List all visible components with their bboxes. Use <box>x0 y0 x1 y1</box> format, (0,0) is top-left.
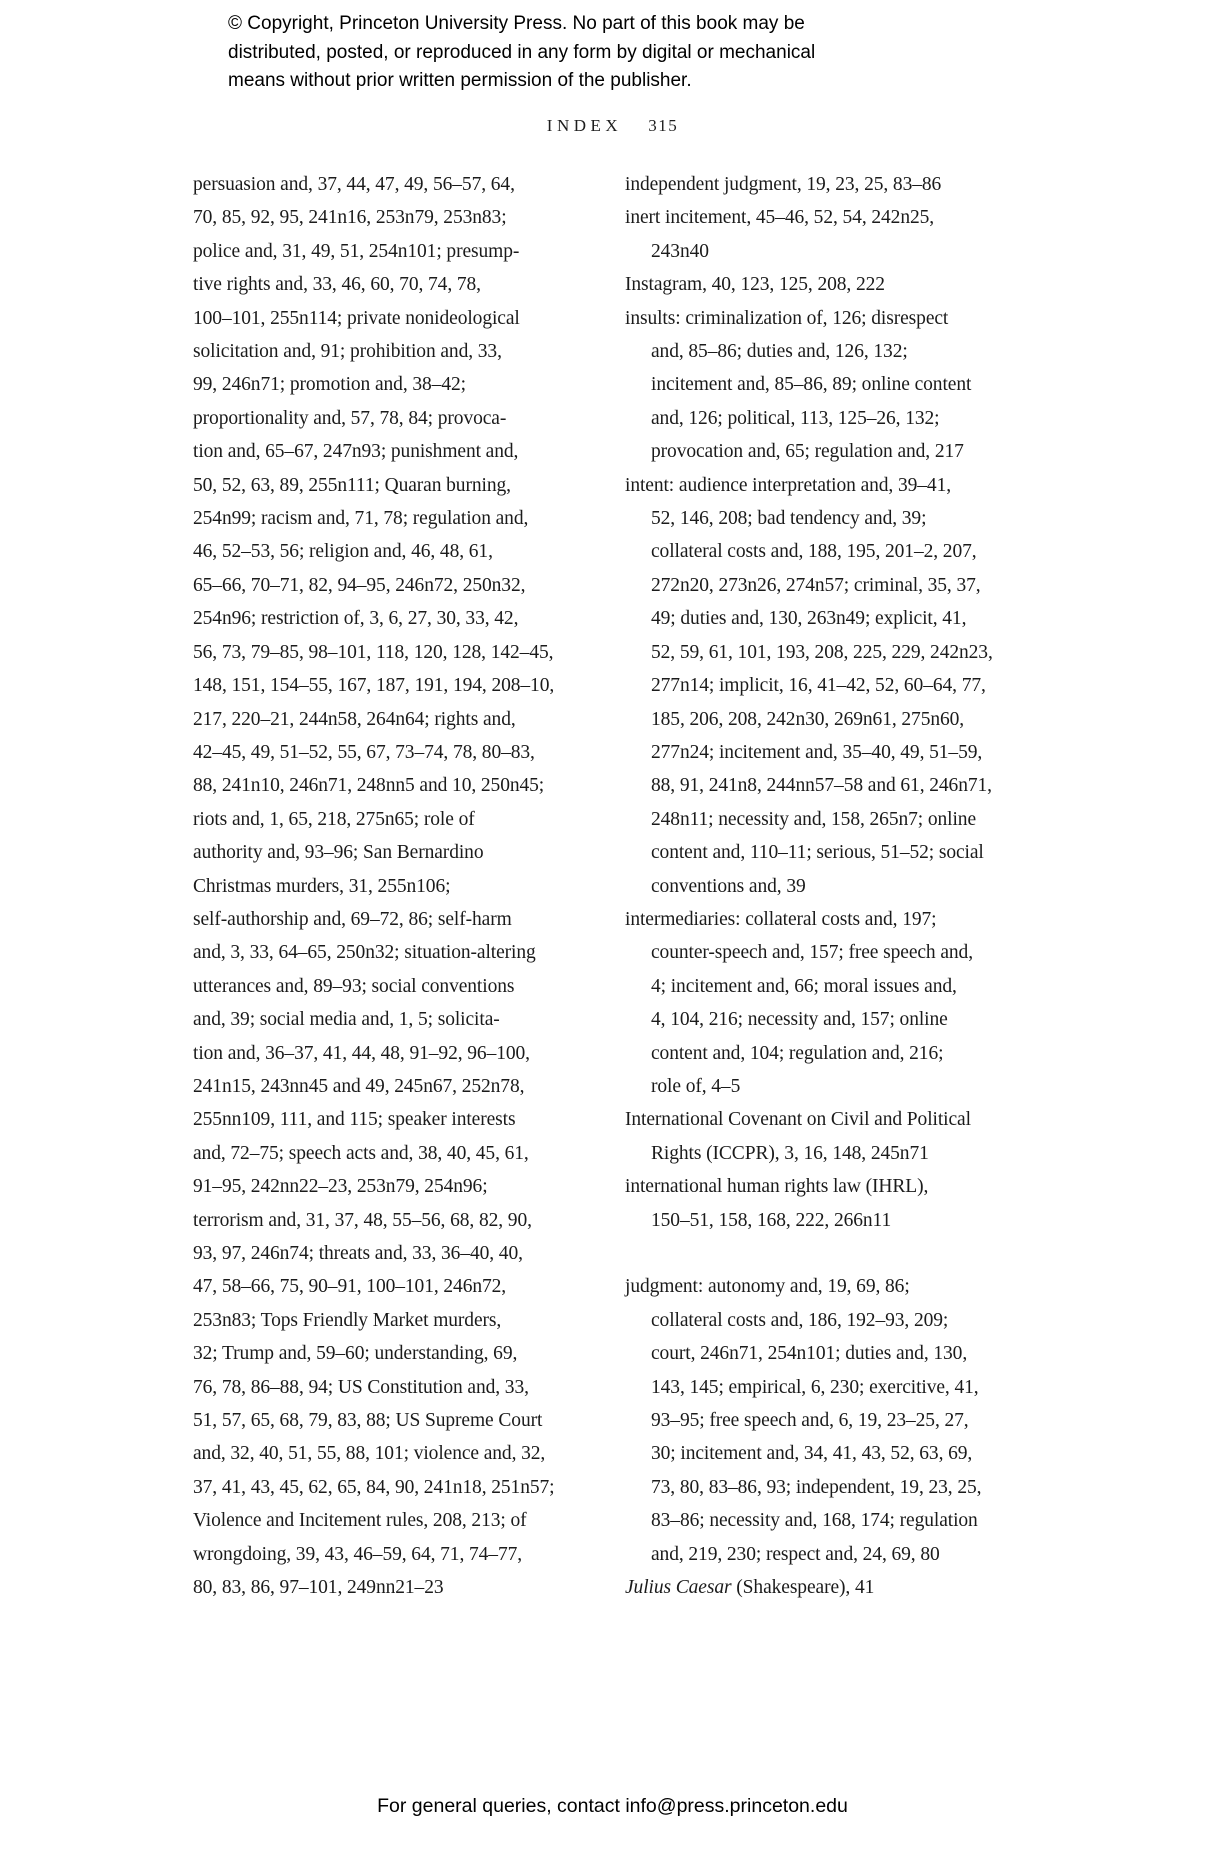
index-line: 49; duties and, 130, 263n49; explicit, 41, <box>651 608 967 630</box>
index-line: 4; incitement and, 66; moral issues and, <box>651 975 957 997</box>
index-line: 148, 151, 154–55, 167, 187, 191, 194, 208–10, <box>193 675 555 697</box>
index-line: 254n99; racism and, 71, 78; regulation and, <box>193 508 529 530</box>
index-line: utterances and, 89–93; social conventions <box>193 975 515 997</box>
index-line: 30; incitement and, 34, 41, 43, 52, 63, 69, <box>651 1443 973 1465</box>
index-line: 217, 220–21, 244n58, 264n64; rights and, <box>193 708 516 730</box>
index-line: and, 126; political, 113, 125–26, 132; <box>651 407 940 429</box>
index-line: 93, 97, 246n74; threats and, 33, 36–40, 40, <box>193 1243 523 1264</box>
index-line: and, 39; social media and, 1, 5; solicita- <box>193 1009 500 1031</box>
copyright-line: © Copyright, Princeton University Press. No part of this book may be <box>228 13 805 34</box>
index-line: 4, 104, 216; necessity and, 157; online <box>651 1009 948 1031</box>
index-line: Rights (ICCPR), 3, 16, 148, 245n71 <box>651 1142 929 1164</box>
index-line: and, 72–75; speech acts and, 38, 40, 45, 61, <box>193 1142 529 1164</box>
index-line: international human rights law (IHRL), <box>625 1176 929 1198</box>
index-line: 51, 57, 65, 68, 79, 83, 88; US Supreme Court <box>193 1410 543 1432</box>
index-line: 52, 59, 61, 101, 193, 208, 225, 229, 242n23, <box>651 641 993 663</box>
footer-contact: For general queries, contact info@press.princeton.edu <box>377 1795 848 1817</box>
index-title: INDEX <box>546 116 623 135</box>
index-line: 52, 146, 208; bad tendency and, 39; <box>651 508 927 530</box>
index-line: 100–101, 255n114; private nonideological <box>193 307 520 329</box>
index-line: collateral costs and, 188, 195, 201–2, 207, <box>651 541 977 563</box>
index-column-left <box>193 168 588 1604</box>
index-line: court, 246n71, 254n101; duties and, 130, <box>651 1343 968 1365</box>
index-line: 47, 58–66, 75, 90–91, 100–101, 246n72, <box>193 1276 507 1298</box>
index-line: inert incitement, 45–46, 52, 54, 242n25, <box>625 207 935 229</box>
index-line: provocation and, 65; regulation and, 217 <box>651 441 964 463</box>
index-line: self-authorship and, 69–72, 86; self-harm <box>193 908 512 930</box>
index-line: riots and, 1, 65, 218, 275n65; role of <box>193 808 475 830</box>
index-line: International Covenant on Civil and Political <box>625 1109 971 1131</box>
index-line: 272n20, 273n26, 274n57; criminal, 35, 37, <box>651 574 981 596</box>
index-line: role of, 4–5 <box>651 1075 741 1097</box>
index-line: 277n24; incitement and, 35–40, 49, 51–59, <box>651 741 983 763</box>
index-line: 83–86; necessity and, 168, 174; regulation <box>651 1510 978 1532</box>
index-line: content and, 104; regulation and, 216; <box>651 1042 944 1064</box>
index-line: intermediaries: collateral costs and, 197; <box>625 908 937 930</box>
index-line: conventions and, 39 <box>651 875 806 897</box>
page-number: 315 <box>648 116 679 135</box>
index-line: wrongdoing, 39, 43, 46–59, 64, 71, 74–77, <box>193 1543 523 1565</box>
index-line: tion and, 36–37, 41, 44, 48, 91–92, 96–100, <box>193 1042 530 1064</box>
index-line: 254n96; restriction of, 3, 6, 27, 30, 33, 42, <box>193 608 519 630</box>
index-line: 150–51, 158, 168, 222, 266n11 <box>651 1209 892 1231</box>
index-columns <box>193 168 1037 1604</box>
index-line: 255nn109, 111, and 115; speaker interests <box>193 1109 516 1131</box>
index-line: 93–95; free speech and, 6, 19, 23–25, 27, <box>651 1410 969 1432</box>
index-line: solicitation and, 91; prohibition and, 33, <box>193 341 502 363</box>
index-line: Instagram, 40, 123, 125, 208, 222 <box>625 274 885 296</box>
index-line: proportionality and, 57, 78, 84; provoca- <box>193 407 507 429</box>
index-line: independent judgment, 19, 23, 25, 83–86 <box>625 174 942 195</box>
copyright-notice <box>228 10 815 96</box>
index-line: 80, 83, 86, 97–101, 249nn21–23 <box>193 1577 444 1599</box>
index-line-italic-term: Julius Caesar <box>625 1577 732 1599</box>
index-line: 243n40 <box>651 240 709 262</box>
index-line: 73, 80, 83–86, 93; independent, 19, 23, 25, <box>651 1476 982 1498</box>
index-line: 46, 52–53, 56; religion and, 46, 48, 61, <box>193 541 493 563</box>
index-line: Violence and Incitement rules, 208, 213; of <box>193 1510 527 1532</box>
index-line: and, 85–86; duties and, 126, 132; <box>651 341 908 363</box>
index-line: persuasion and, 37, 44, 47, 49, 56–57, 64, <box>193 174 515 195</box>
index-line: tive rights and, 33, 46, 60, 70, 74, 78, <box>193 274 481 296</box>
index-line: 143, 145; empirical, 6, 230; exercitive, 41, <box>651 1376 979 1398</box>
index-line: intent: audience interpretation and, 39–41, <box>625 474 952 496</box>
index-line: and, 219, 230; respect and, 24, 69, 80 <box>651 1543 940 1565</box>
copyright-line: means without prior written permission of the publisher. <box>228 70 692 91</box>
index-line: counter-speech and, 157; free speech and, <box>651 942 973 964</box>
index-line: 76, 78, 86–88, 94; US Constitution and, 33, <box>193 1376 529 1398</box>
index-line: tion and, 65–67, 247n93; punishment and, <box>193 441 519 463</box>
index-line: 37, 41, 43, 45, 62, 65, 84, 90, 241n18, 251n57; <box>193 1476 555 1498</box>
index-line: 241n15, 243nn45 and 49, 245n67, 252n78, <box>193 1075 525 1097</box>
index-column-right <box>625 168 1037 1604</box>
index-line: 99, 246n71; promotion and, 38–42; <box>193 374 466 396</box>
page-header <box>0 116 1225 136</box>
index-line: 50, 52, 63, 89, 255n111; Quaran burning, <box>193 474 511 496</box>
index-line: content and, 110–11; serious, 51–52; social <box>651 842 984 864</box>
index-line: Christmas murders, 31, 255n106; <box>193 875 451 897</box>
index-line: and, 32, 40, 51, 55, 88, 101; violence and, 32, <box>193 1443 546 1465</box>
index-line: terrorism and, 31, 37, 48, 55–56, 68, 82, 90, <box>193 1209 532 1231</box>
index-line: police and, 31, 49, 51, 254n101; presump- <box>193 240 520 262</box>
index-line: and, 3, 33, 64–65, 250n32; situation-altering <box>193 942 536 964</box>
index-line: 88, 241n10, 246n71, 248nn5 and 10, 250n45; <box>193 775 545 797</box>
index-line: 42–45, 49, 51–52, 55, 67, 73–74, 78, 80–83, <box>193 741 535 763</box>
index-line: 88, 91, 241n8, 244nn57–58 and 61, 246n71, <box>651 775 992 797</box>
index-line: 65–66, 70–71, 82, 94–95, 246n72, 250n32, <box>193 574 526 596</box>
copyright-line: distributed, posted, or reproduced in any form by digital or mechanical <box>228 41 816 63</box>
index-line: incitement and, 85–86, 89; online content <box>651 374 972 396</box>
index-line: Julius Caesar (Shakespeare), 41 <box>625 1577 875 1599</box>
index-line: 32; Trump and, 59–60; understanding, 69, <box>193 1343 518 1365</box>
index-line: 91–95, 242nn22–23, 253n79, 254n96; <box>193 1176 488 1198</box>
index-line: judgment: autonomy and, 19, 69, 86; <box>625 1276 910 1298</box>
index-line: 56, 73, 79–85, 98–101, 118, 120, 128, 142–45, <box>193 641 554 663</box>
index-line: 253n83; Tops Friendly Market murders, <box>193 1309 502 1331</box>
index-line: insults: criminalization of, 126; disrespect <box>625 307 949 329</box>
index-line: authority and, 93–96; San Bernardino <box>193 842 484 864</box>
index-line: 248n11; necessity and, 158, 265n7; online <box>651 808 977 830</box>
index-line: collateral costs and, 186, 192–93, 209; <box>651 1309 949 1331</box>
index-line: 277n14; implicit, 16, 41–42, 52, 60–64, 77, <box>651 675 986 697</box>
index-line: 185, 206, 208, 242n30, 269n61, 275n60, <box>651 708 965 730</box>
index-line: 70, 85, 92, 95, 241n16, 253n79, 253n83; <box>193 207 507 229</box>
